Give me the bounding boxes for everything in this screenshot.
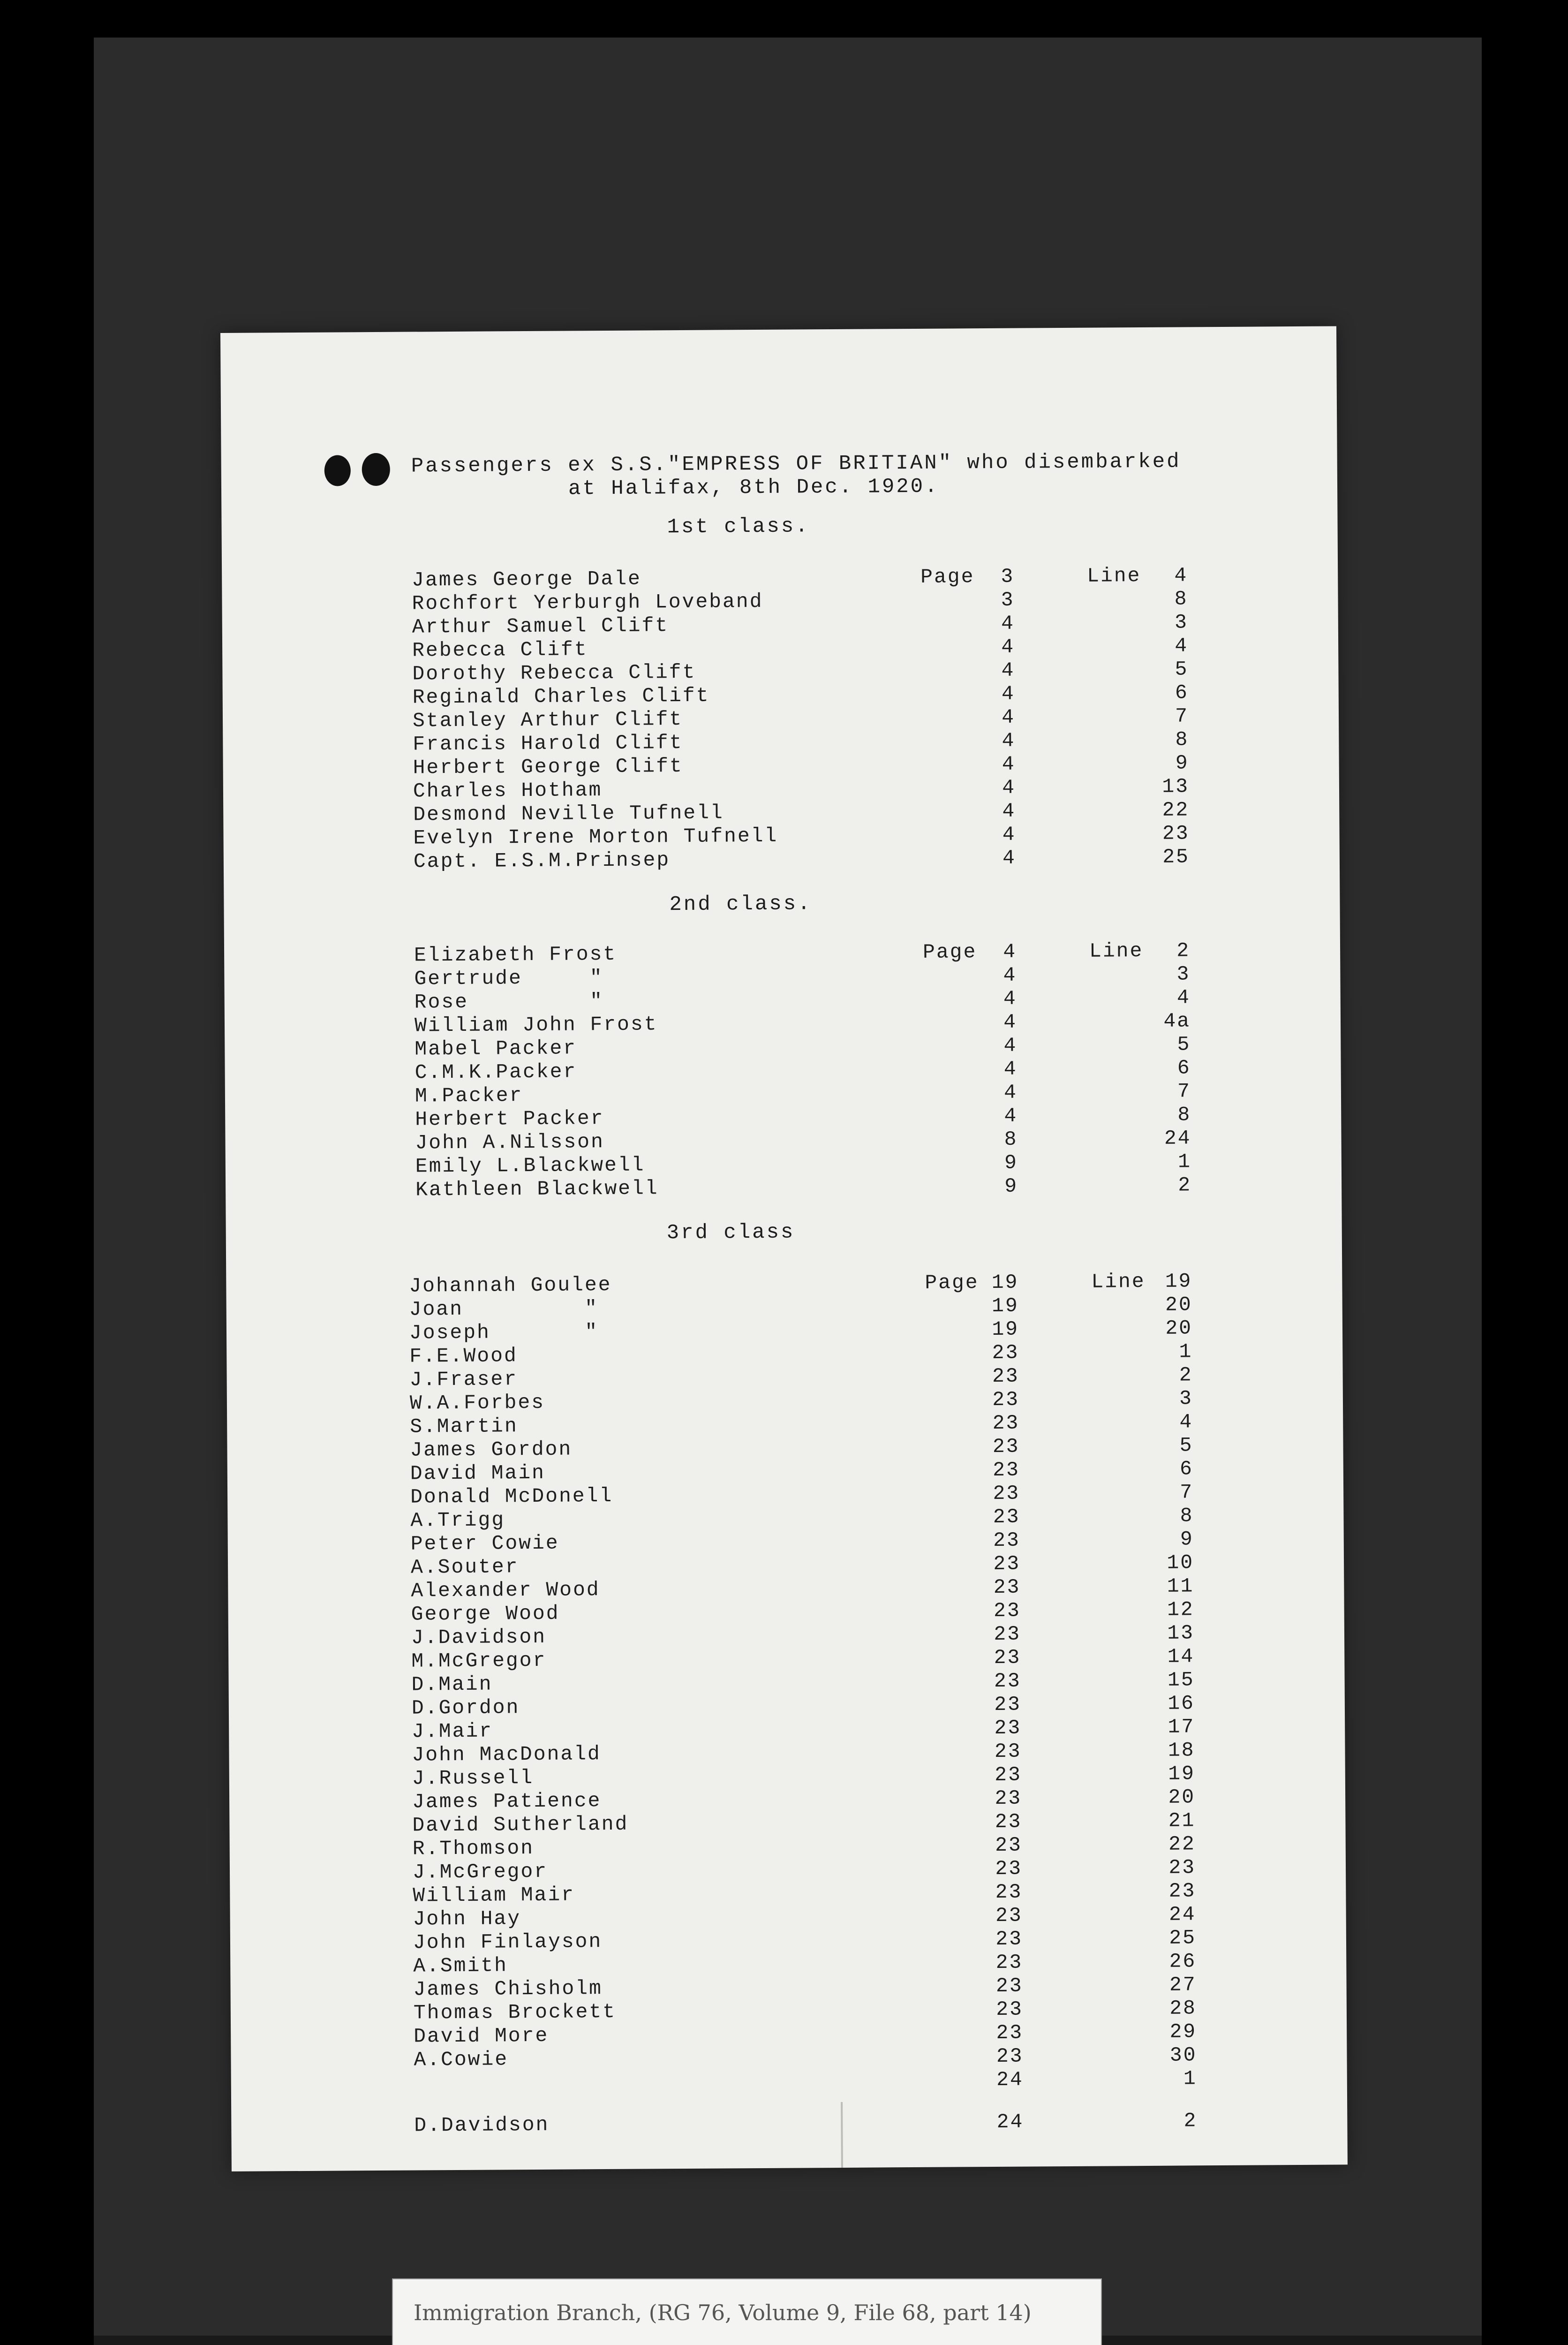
line-number: 11: [1167, 1574, 1194, 1598]
page-number: 24: [996, 2110, 1024, 2133]
line-column-label: Line: [1089, 939, 1144, 963]
passenger-name: Johannah Goulee: [409, 1273, 612, 1298]
page-number: 4: [1002, 705, 1016, 729]
passenger-name: Rose ": [414, 990, 604, 1014]
line-number: 20: [1165, 1293, 1192, 1316]
passenger-name: Capt. E.S.M.Prinsep: [413, 848, 671, 873]
passenger-name: W.A.Forbes: [409, 1391, 545, 1415]
passenger-name: John Finlayson: [413, 1930, 603, 1954]
line-number: 6: [1175, 681, 1189, 704]
page-number: 23: [995, 1833, 1022, 1857]
line-number: 24: [1168, 1903, 1196, 1926]
line-number: 8: [1177, 1103, 1191, 1127]
page-number: 23: [994, 1716, 1022, 1740]
class-section-heading: 1st class.: [667, 514, 810, 539]
passenger-name: William Mair: [413, 1883, 575, 1907]
passenger-name: S.Martin: [410, 1415, 518, 1438]
passenger-name: David More: [414, 2024, 549, 2048]
page-number: 23: [992, 1388, 1020, 1411]
page-number: 23: [995, 1880, 1023, 1904]
passenger-name: J.McGregor: [412, 1860, 548, 1884]
passenger-name: M.Packer: [415, 1084, 523, 1108]
passenger-name: Charles Hotham: [413, 779, 603, 803]
line-number: 12: [1167, 1598, 1194, 1621]
line-number: 18: [1168, 1739, 1195, 1762]
page-number: 23: [995, 1951, 1023, 1974]
passenger-name: Herbert Packer: [415, 1107, 604, 1131]
page-number: 23: [993, 1458, 1020, 1482]
line-number: 30: [1169, 2043, 1197, 2067]
line-number: 23: [1162, 822, 1190, 845]
line-number: 7: [1175, 704, 1189, 728]
passenger-name: John MacDonald: [412, 1742, 601, 1767]
page-number: 23: [992, 1364, 1019, 1388]
line-number: 3: [1179, 1387, 1193, 1410]
line-number: 5: [1179, 1434, 1193, 1457]
page-number: 23: [993, 1505, 1020, 1528]
page-column-label: Page: [920, 565, 975, 589]
passenger-name: Kathleen Blackwell: [415, 1177, 659, 1202]
line-number: 7: [1177, 1080, 1191, 1103]
line-number: 1: [1177, 1150, 1191, 1173]
page-column-label: Page: [922, 940, 977, 964]
page-number: 4: [1003, 1034, 1018, 1057]
page-number: 4: [1003, 1081, 1018, 1104]
passenger-name: Evelyn Irene Morton Tufnell: [413, 824, 778, 850]
line-number: 21: [1168, 1809, 1196, 1832]
page-number: 4: [1003, 1057, 1018, 1081]
line-number: 4: [1175, 634, 1189, 658]
page-number: 23: [995, 1786, 1022, 1810]
line-number: 2: [1176, 939, 1191, 962]
page-number: 4: [1001, 658, 1015, 682]
passenger-name: C.M.K.Packer: [415, 1060, 577, 1084]
passenger-name: Francis Harold Clift: [413, 731, 683, 756]
line-number: 6: [1179, 1457, 1193, 1481]
page-number: 23: [993, 1528, 1020, 1552]
page-number: 23: [996, 2021, 1024, 2044]
line-number: 10: [1167, 1551, 1194, 1574]
line-number: 28: [1169, 1997, 1197, 2020]
passenger-name: Joan ": [409, 1297, 599, 1321]
page-number: 3: [1001, 565, 1015, 588]
page-number: 23: [992, 1411, 1020, 1435]
page-number: 23: [996, 1997, 1024, 2021]
passenger-name: Reginald Charles Clift: [412, 684, 710, 709]
line-number: 7: [1180, 1481, 1194, 1504]
passenger-name: James George Dale: [412, 567, 642, 592]
passenger-list-sheet: [220, 326, 1348, 2171]
page-number: 23: [995, 1927, 1023, 1951]
page-number: 23: [995, 1974, 1023, 1997]
document-title-line-1: Passengers ex S.S."EMPRESS OF BRITIAN" who disembarked: [411, 450, 1181, 478]
page-number: 4: [1003, 987, 1017, 1010]
page-number: 4: [1003, 940, 1017, 963]
page-number: 24: [996, 2068, 1024, 2091]
archive-reference-caption: [392, 2278, 1102, 2345]
page-number: 23: [993, 1552, 1021, 1575]
line-number: 3: [1176, 962, 1191, 986]
passenger-name: F.E.Wood: [409, 1344, 518, 1368]
page-number: 9: [1004, 1151, 1018, 1174]
passenger-name: A.Smith: [413, 1954, 508, 1978]
page-number: 23: [994, 1646, 1021, 1669]
page-number: 23: [995, 1904, 1023, 1927]
passenger-name: John A.Nilsson: [415, 1130, 604, 1155]
passenger-name: Alexander Wood: [411, 1578, 600, 1603]
line-number: 8: [1174, 587, 1188, 611]
passenger-name: Herbert George Clift: [413, 754, 683, 779]
class-section-heading: 2nd class.: [669, 892, 812, 917]
page-number: 4: [1002, 846, 1017, 870]
line-number: 4: [1179, 1410, 1193, 1434]
passenger-name: Stanley Arthur Clift: [412, 707, 683, 733]
page-number: 23: [994, 1669, 1021, 1693]
line-number: 2: [1178, 1173, 1192, 1197]
line-number: 16: [1168, 1692, 1195, 1715]
passenger-name: David Main: [410, 1461, 546, 1485]
page-number: 23: [995, 1763, 1022, 1786]
passenger-name: John Hay: [413, 1907, 521, 1931]
page-number: 4: [1002, 752, 1016, 776]
page-number: 4: [1001, 682, 1015, 705]
page-number: 23: [992, 1435, 1020, 1458]
page-number: 23: [993, 1575, 1021, 1599]
page-number: 23: [993, 1599, 1021, 1622]
ink-blot-mark: [324, 455, 351, 486]
class-section-heading: 3rd class: [666, 1220, 795, 1245]
page-number: 9: [1004, 1174, 1018, 1198]
line-number: 8: [1175, 728, 1189, 751]
ink-blot-mark: [362, 453, 390, 486]
line-number: 13: [1162, 775, 1190, 798]
passenger-name: J.Fraser: [409, 1368, 518, 1392]
page-number: 23: [995, 1857, 1023, 1880]
line-number: 23: [1168, 1856, 1196, 1879]
passenger-name: A.Trigg: [410, 1508, 505, 1532]
passenger-name: D.Main: [411, 1672, 493, 1696]
line-number: 8: [1180, 1504, 1194, 1528]
line-number: 15: [1167, 1668, 1195, 1692]
line-number: 24: [1164, 1127, 1191, 1150]
passenger-name: Peter Cowie: [410, 1531, 559, 1556]
passenger-name: James Patience: [412, 1789, 602, 1814]
passenger-name: Dorothy Rebecca Clift: [412, 660, 696, 686]
page-number: 4: [1002, 823, 1016, 846]
line-number: 5: [1177, 1033, 1191, 1056]
page-number: 4: [1004, 1104, 1018, 1127]
page-number: 4: [1003, 963, 1017, 987]
line-number: 29: [1169, 2020, 1197, 2043]
passenger-name: George Wood: [411, 1602, 560, 1626]
page-number: 19: [992, 1317, 1019, 1341]
page-number: 23: [993, 1482, 1020, 1505]
page-number: 4: [1002, 776, 1016, 799]
line-number: 4a: [1163, 1009, 1191, 1033]
page-number: 4: [1003, 1010, 1018, 1034]
passenger-name: D.Davidson: [414, 2113, 550, 2137]
line-number: 2: [1179, 1363, 1193, 1387]
line-number: 22: [1168, 1832, 1196, 1856]
passenger-name: R.Thomson: [412, 1836, 535, 1861]
page-number: 23: [995, 1810, 1022, 1833]
passenger-name: William John Frost: [414, 1013, 658, 1037]
passenger-name: Elizabeth Frost: [414, 942, 617, 967]
line-number: 22: [1162, 798, 1190, 822]
document-title-line-2: at Halifax, 8th Dec. 1920.: [568, 475, 939, 501]
page-number: 4: [1002, 729, 1016, 752]
line-number: 14: [1167, 1645, 1195, 1668]
page-number: 23: [994, 1693, 1022, 1716]
page-number: 4: [1002, 799, 1016, 823]
line-column-label: Line: [1091, 1270, 1146, 1294]
line-number: 3: [1174, 611, 1188, 634]
passenger-name: D.Gordon: [411, 1696, 520, 1720]
line-number: 13: [1167, 1621, 1195, 1645]
line-number: 20: [1165, 1316, 1193, 1340]
passenger-name: Emily L.Blackwell: [415, 1153, 645, 1178]
page-number: 23: [994, 1622, 1021, 1646]
line-number: 5: [1175, 658, 1189, 681]
line-number: 4: [1174, 564, 1188, 587]
line-number: 20: [1168, 1785, 1196, 1809]
passenger-name: Arthur Samuel Clift: [412, 614, 669, 639]
passenger-row: [231, 2108, 1347, 2139]
passenger-name: James Chisholm: [413, 1977, 603, 2001]
page-column-label: Page: [925, 1271, 979, 1294]
line-column-label: Line: [1087, 564, 1141, 588]
passenger-name: A.Cowie: [414, 2048, 509, 2072]
line-number: 9: [1180, 1528, 1194, 1551]
line-number: 1: [1183, 2067, 1197, 2090]
page-number: 23: [992, 1341, 1019, 1364]
line-number: 2: [1184, 2109, 1198, 2133]
page-number: 19: [991, 1271, 1019, 1294]
line-number: 9: [1175, 751, 1189, 775]
page-number: 3: [1001, 588, 1015, 612]
passenger-name: James Gordon: [410, 1437, 573, 1462]
line-number: 23: [1168, 1879, 1196, 1903]
line-number: 4: [1176, 986, 1191, 1009]
page-number: 4: [1001, 635, 1015, 658]
passenger-name: Rochfort Yerburgh Loveband: [412, 590, 763, 615]
passenger-name: J.Mair: [412, 1719, 493, 1743]
page-number: 8: [1004, 1127, 1018, 1151]
passenger-name: David Sutherland: [412, 1812, 629, 1837]
passenger-name: J.Davidson: [411, 1625, 547, 1649]
caption-text: Immigration Branch, (RG 76, Volume 9, File 68, part 14): [414, 2300, 1032, 2325]
line-number: 27: [1169, 1973, 1197, 1997]
line-number: 19: [1168, 1762, 1195, 1785]
line-number: 19: [1165, 1270, 1192, 1293]
passenger-name: Desmond Neville Tufnell: [413, 801, 724, 826]
passenger-name: J.Russell: [412, 1766, 534, 1790]
passenger-name: A.Souter: [410, 1555, 519, 1579]
passenger-name: M.McGregor: [411, 1649, 547, 1673]
passenger-name: Donald McDonell: [410, 1484, 613, 1509]
passenger-name: Rebecca Clift: [412, 638, 588, 662]
page-number: 19: [991, 1294, 1019, 1317]
line-number: 1: [1179, 1340, 1193, 1363]
line-number: 6: [1177, 1056, 1191, 1080]
line-number: 26: [1169, 1950, 1197, 1973]
line-number: 25: [1162, 845, 1190, 869]
passenger-name: Thomas Brockett: [413, 2000, 617, 2025]
passenger-name: Joseph ": [409, 1320, 599, 1345]
passenger-name: Mabel Packer: [415, 1036, 577, 1061]
line-number: 17: [1168, 1715, 1195, 1739]
page-number: 23: [996, 2044, 1024, 2068]
line-number: 25: [1169, 1926, 1197, 1950]
passenger-name: Gertrude ": [414, 966, 603, 991]
page-number: 23: [994, 1740, 1022, 1763]
page-number: 4: [1001, 612, 1015, 635]
